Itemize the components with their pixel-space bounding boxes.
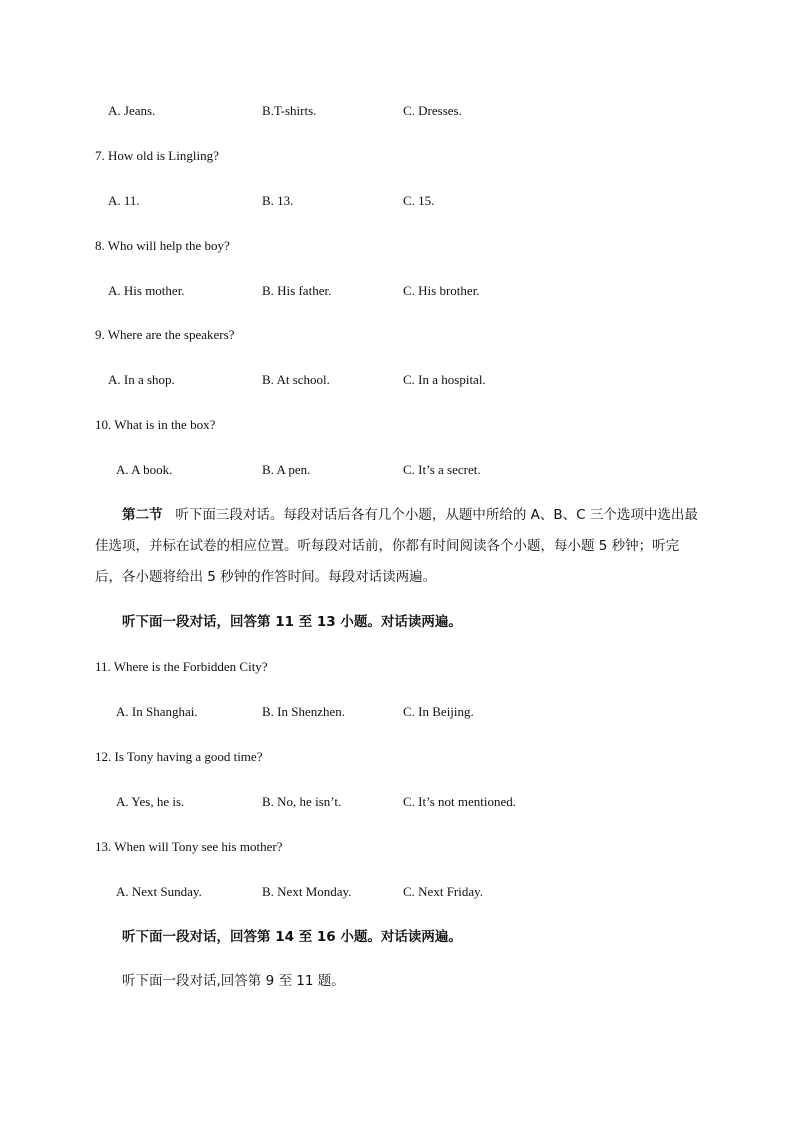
- option-b: B. A pen.: [262, 462, 311, 477]
- option-a: A. 11.: [108, 193, 140, 208]
- dialogue-instruction-11-13: 听下面一段对话，回答第 11 至 13 小题。对话读两遍。: [122, 614, 462, 630]
- option-c: C. In a hospital.: [403, 372, 486, 387]
- dialogue-instruction-9-11: 听下面一段对话,回答第 9 至 11 题。: [122, 973, 345, 989]
- option-b: B. Next Monday.: [262, 884, 352, 899]
- dialogue-instruction-14-16: 听下面一段对话，回答第 14 至 16 小题。对话读两遍。: [122, 929, 462, 945]
- option-b: B. 13.: [262, 193, 294, 208]
- option-c: C. Next Friday.: [403, 884, 484, 899]
- option-c: C. It’s not mentioned.: [403, 794, 517, 809]
- option-a: A. His mother.: [108, 283, 185, 298]
- option-b: B.T-shirts.: [262, 103, 317, 118]
- option-c: C. 15.: [403, 193, 435, 208]
- option-a: A. Jeans.: [108, 103, 156, 118]
- option-a: A. Next Sunday.: [116, 884, 202, 899]
- option-c: C. Dresses.: [403, 103, 462, 118]
- question-7: 7. How old is Lingling?: [95, 148, 219, 163]
- option-b: B. At school.: [262, 372, 330, 387]
- section-2-heading: 第二节: [122, 507, 163, 523]
- option-a: A. In Shanghai.: [116, 704, 198, 719]
- option-b: B. In Shenzhen.: [262, 704, 346, 719]
- question-10: 10. What is in the box?: [95, 417, 216, 432]
- question-13: 13. When will Tony see his mother?: [95, 839, 283, 854]
- option-c: C. It’s a secret.: [403, 462, 481, 477]
- option-a: A. Yes, he is.: [116, 794, 185, 809]
- option-c: C. His brother.: [403, 283, 480, 298]
- option-a: A. In a shop.: [108, 372, 175, 387]
- question-12: 12. Is Tony having a good time?: [95, 749, 263, 764]
- option-a: A. A book.: [116, 462, 173, 477]
- question-9: 9. Where are the speakers?: [95, 327, 235, 342]
- option-c: C. In Beijing.: [403, 704, 474, 719]
- section-2-instructions: 听下面三段对话。每段对话后各有几个小题，从题中所给的 A、B、C 三个选项中选出最佳选项，并标在试卷的相应位置。听每段对话前，你都有时间阅读各个小题，每小题 5 秒钟；听完后，各小题将给出 5 秒钟的作答时间。每段对话读两遍。: [95, 507, 698, 585]
- section-2-paragraph: [95, 500, 705, 593]
- question-8: 8. Who will help the boy?: [95, 238, 230, 253]
- option-b: B. His father.: [262, 283, 332, 298]
- option-b: B. No, he isn’t.: [262, 794, 342, 809]
- question-11: 11. Where is the Forbidden City?: [95, 659, 268, 674]
